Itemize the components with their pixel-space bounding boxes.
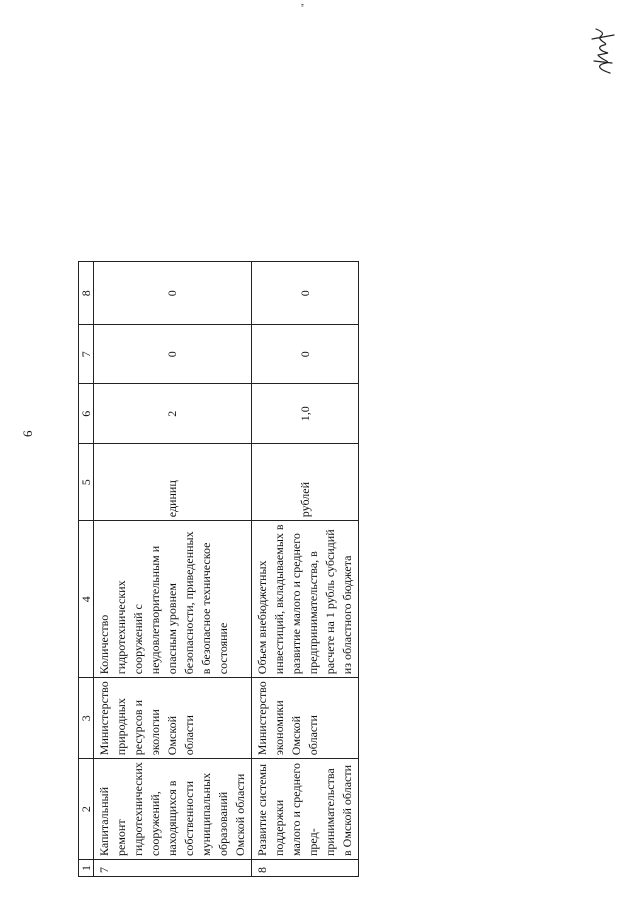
indicator-table <box>78 261 359 877</box>
header-col-7: 7 <box>79 325 94 384</box>
header-col-4: 4 <box>79 521 94 678</box>
unit-cell: рублей <box>252 444 359 521</box>
value-col-6: 2 <box>94 384 252 444</box>
value-col-7: 0 <box>252 325 359 384</box>
header-col-1: 1 <box>79 860 94 877</box>
executor-name: Министерство природных ресурсов и экологии Омской области <box>94 678 252 759</box>
table-row <box>252 262 359 877</box>
executor-name: Министерство экономики Омской области <box>252 678 359 759</box>
table-row <box>94 262 252 877</box>
value-col-7: 0 <box>94 325 252 384</box>
header-col-3: 3 <box>79 678 94 759</box>
row-number: 8 <box>252 860 359 877</box>
indicator-text: Объем внебюджетных инвестиций, вкладываемых в развитие малого и среднего предпринимательства, в расчете на 1 рубль субсидий из областного бюджета <box>252 521 359 678</box>
value-col-8: 0 <box>252 262 359 325</box>
header-col-5: 5 <box>79 444 94 521</box>
table-header-row <box>79 262 94 877</box>
handwritten-signature <box>590 23 616 75</box>
unit-cell: единиц <box>94 444 252 521</box>
page-number: 6 <box>20 430 35 437</box>
program-name: Капитальный ремонт гидротехнических сооружений, находящихся в собственности муниципальных образований Омской области <box>94 759 252 860</box>
header-col-6: 6 <box>79 384 94 444</box>
value-col-8: 0 <box>94 262 252 325</box>
header-col-8: 8 <box>79 262 94 325</box>
program-name: Развитие системы поддержки малого и среднего пред-принимательства в Омской области <box>252 759 359 860</box>
indicator-text: Количество гидротехнических сооружений с неудовлетворительным и опасным уровнем безопасности, приведенных в безопасное техническое состояние <box>94 521 252 678</box>
corner-mark: " <box>300 3 310 7</box>
row-number: 7 <box>94 860 252 877</box>
header-col-2: 2 <box>79 759 94 860</box>
value-col-6: 1,0 <box>252 384 359 444</box>
